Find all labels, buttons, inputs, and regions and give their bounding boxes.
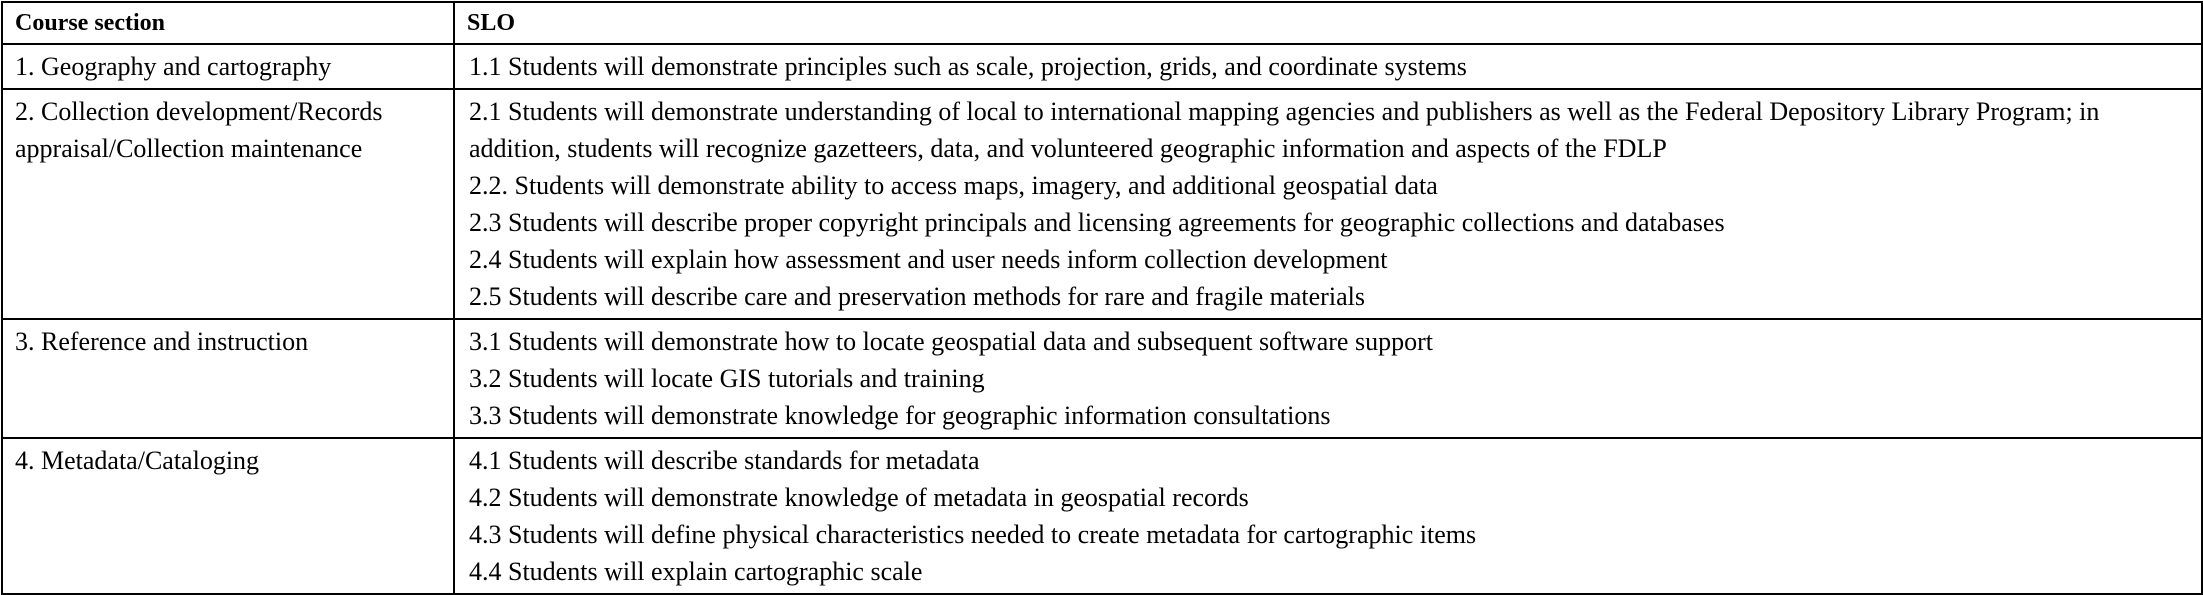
slo-item: 4.2 Students will demonstrate knowledge of metadata in geospatial records — [469, 483, 1249, 512]
slo-item: 3.3 Students will demonstrate knowledge for geographic information consultations — [469, 401, 1331, 430]
slo-item: 2.2. Students will demonstrate ability to access maps, imagery, and additional geospatial data — [469, 171, 1438, 200]
slo-item: 2.4 Students will explain how assessment and user needs inform collection development — [469, 245, 1388, 274]
table-row — [2, 438, 2202, 594]
slo-item: 2.5 Students will describe care and preservation methods for rare and fragile materials — [469, 282, 1365, 311]
slo-item: 4.4 Students will explain cartographic scale — [469, 557, 923, 586]
column-header-slo: SLO — [454, 2, 2202, 44]
table-body — [2, 44, 2202, 594]
table-row — [2, 89, 2202, 319]
slo-cell — [454, 319, 2202, 438]
course-section-cell: 1. Geography and cartography — [2, 44, 454, 89]
slo-cell — [454, 438, 2202, 594]
header-row — [2, 2, 2202, 44]
slo-item: 4.1 Students will describe standards for metadata — [469, 446, 980, 475]
course-section-cell: 2. Collection development/Records appraisal/Collection maintenance — [2, 89, 454, 319]
slo-item: 4.3 Students will define physical characteristics needed to create metadata for cartographic items — [469, 520, 1477, 549]
slo-cell — [454, 89, 2202, 319]
slo-item: 1.1 Students will demonstrate principles such as scale, projection, grids, and coordinate systems — [469, 52, 1467, 81]
course-section-cell: 4. Metadata/Cataloging — [2, 438, 454, 594]
slo-item: 3.2 Students will locate GIS tutorials and training — [469, 364, 985, 393]
slo-item: 3.1 Students will demonstrate how to locate geospatial data and subsequent software support — [469, 327, 1433, 356]
table-header — [2, 2, 2202, 44]
slo-cell — [454, 44, 2202, 89]
slo-item: 2.3 Students will describe proper copyright principals and licensing agreements for geographic collections and databases — [469, 208, 1725, 237]
slo-item: 2.1 Students will demonstrate understanding of local to international mapping agencies and publishers as well as the Federal Depository Library Program; in addition, students will recognize gazetteers, data, and volunteered geographic information and aspects of the FDLP — [469, 97, 2100, 163]
course-section-cell: 3. Reference and instruction — [2, 319, 454, 438]
table-row — [2, 319, 2202, 438]
slo-table — [1, 1, 2203, 595]
table-row — [2, 44, 2202, 89]
column-header-course-section: Course section — [2, 2, 454, 44]
